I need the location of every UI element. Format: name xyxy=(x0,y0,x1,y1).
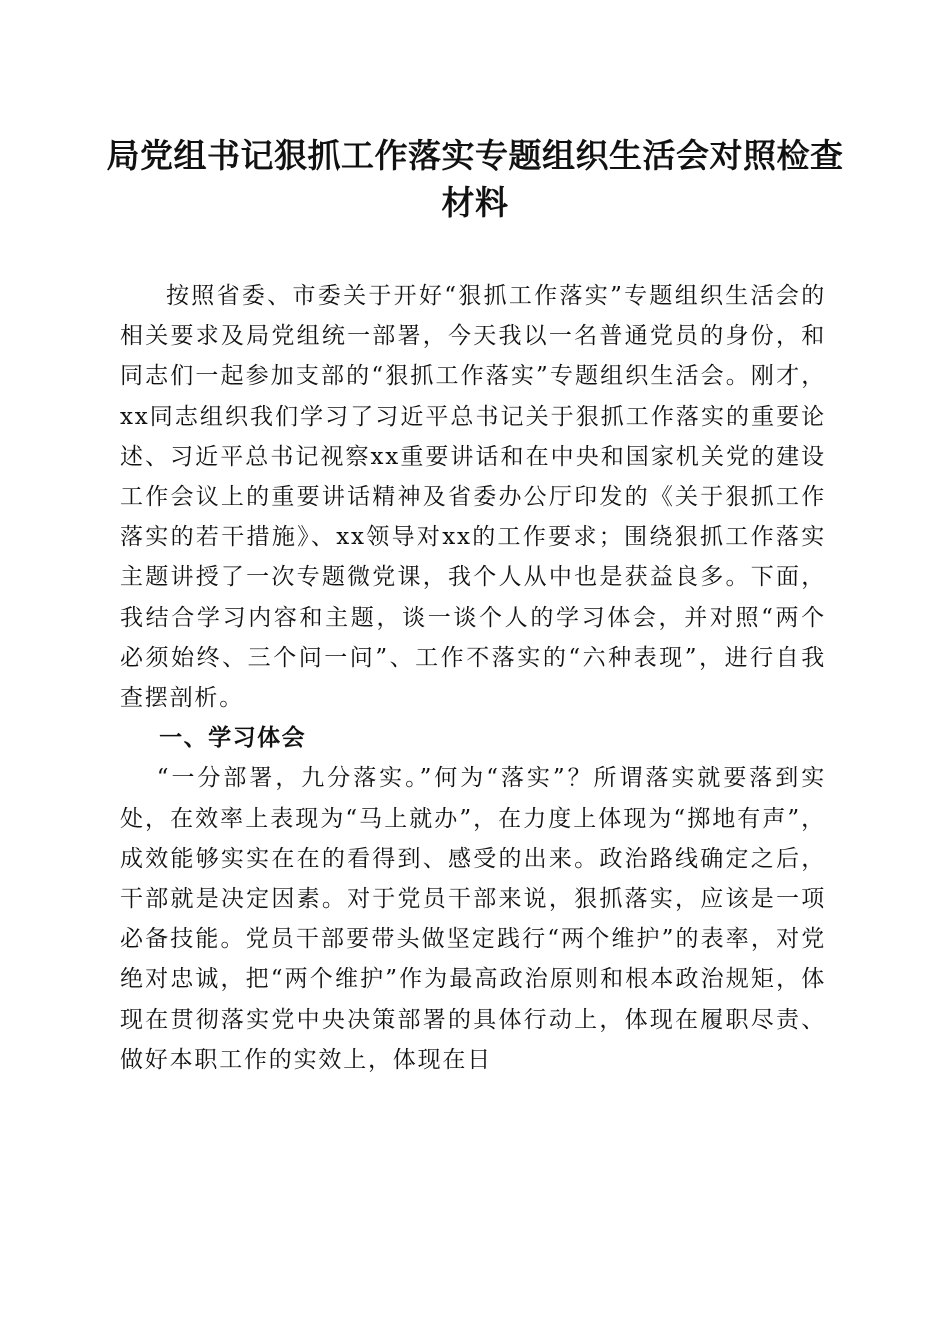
document-title: 局党组书记狠抓工作落实专题组织生活会对照检查材料 xyxy=(106,136,844,222)
intro-paragraph: 按照省委、市委关于开好“狠抓工作落实”专题组织生活会的相关要求及局党组统一部署，今天我以一名普通党员的身份，和同志们一起参加支部的“狠抓工作落实”专题组织生活会。刚才，xx同志组织我们学习了习近平总书记关于狠抓工作落实的重要论述、习近平总书记视察xx重要讲话和在中央和国家机关党的建设工作会议上的重要讲话精神及省委办公厅印发的《关于狠抓工作落实的若干措施》、xx领导对xx的工作要求；围绕狠抓工作落实主题讲授了一次专题微党课，我个人从中也是获益良多。下面，我结合学习内容和主题，谈一谈个人的学习体会，并对照“两个必须始终、三个问一问”、工作不落实的“六种表现”，进行自我查摆剖析。 xyxy=(120,283,826,712)
document-body xyxy=(120,276,826,1080)
section-paragraph: “一分部署，九分落实。”何为“落实”？所谓落实就要落到实处，在效率上表现为“马上就办”，在力度上体现为“掷地有声”，成效能够实实在在的看得到、感受的出来。政治路线确定之后，干部就是决定因素。对于党员干部来说，狠抓落实，应该是一项必备技能。党员干部要带头做坚定践行“两个维护”的表率，对党绝对忠诚，把“两个维护”作为最高政治原则和根本政治规矩，体现在贯彻落实党中央决策部署的具体行动上，体现在履职尽责、做好本职工作的实效上，体现在日 xyxy=(120,765,826,1073)
section-heading: 一、学习体会 xyxy=(159,725,307,752)
